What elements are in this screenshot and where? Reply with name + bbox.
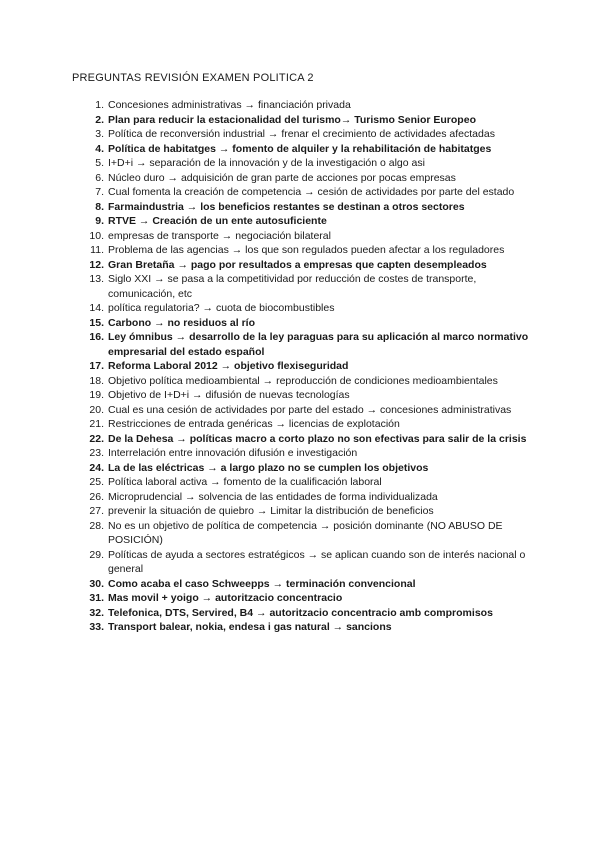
question-text: Reforma Laboral 2012 → objetivo flexiseguridad (108, 360, 349, 372)
question-number: 26. (89, 490, 104, 503)
question-item (0, 417, 600, 432)
question-text: Mas movil + yoigo → autoritzacio concentracio (108, 592, 343, 604)
question-text: empresas de transporte → negociación bilateral (108, 229, 331, 242)
question-number: 2. (95, 113, 104, 126)
question-item (0, 243, 600, 258)
question-item (0, 374, 600, 389)
question-number: 11. (90, 244, 104, 256)
question-item (0, 519, 600, 548)
question-text: política regulatoria? → cuota de biocombustibles (108, 302, 335, 314)
question-number: 13. (89, 273, 104, 285)
question-number: 30. (89, 577, 104, 590)
question-item (0, 432, 600, 447)
question-text: Microprudencial → solvencia de las entidades de forma individualizada (108, 490, 438, 503)
question-item (0, 229, 600, 244)
question-item (0, 258, 600, 273)
question-item (0, 127, 600, 142)
question-text: Cual es una cesión de actividades por parte del estado → concesiones administrativas (108, 403, 512, 416)
question-text: Ley ómnibus → desarrollo de la ley paraguas para su aplicación al marco normativo empresarial del estado español (108, 331, 529, 358)
question-number: 18. (89, 374, 104, 387)
question-item (0, 620, 600, 635)
question-item (0, 272, 600, 301)
question-number: 14. (89, 302, 104, 314)
question-number: 20. (89, 403, 104, 416)
question-number: 7. (95, 186, 104, 198)
question-number: 25. (89, 476, 104, 488)
question-item (0, 504, 600, 519)
question-number: 3. (95, 128, 104, 140)
question-text: Farmaindustria → los beneficios restantes se destinan a otros sectores (108, 200, 465, 213)
question-number: 15. (89, 316, 104, 329)
question-list (0, 98, 600, 635)
question-number: 29. (89, 548, 104, 561)
question-item (0, 548, 600, 577)
question-number: 5. (95, 157, 104, 169)
question-item (0, 171, 600, 186)
question-item (0, 113, 600, 128)
question-item (0, 388, 600, 403)
question-text: RTVE → Creación de un ente autosuficiente (108, 215, 327, 227)
question-text: Problema de las agencias → los que son regulados pueden afectar a los reguladores (108, 244, 505, 256)
question-item (0, 577, 600, 592)
question-number: 31. (89, 592, 104, 604)
question-item (0, 200, 600, 215)
question-text: Política de reconversión industrial → frenar el crecimiento de actividades afectadas (108, 128, 495, 140)
question-item (0, 185, 600, 200)
question-item (0, 142, 600, 157)
question-text: Carbono → no residuos al río (108, 316, 256, 329)
question-text: Gran Bretaña → pago por resultados a empresas que capten desempleados (108, 258, 487, 271)
question-item (0, 359, 600, 374)
question-text: De la Dehesa → políticas macro a corto plazo no son efectivas para salir de la crisis (108, 432, 527, 445)
question-number: 12. (89, 258, 104, 271)
question-number: 6. (95, 171, 104, 184)
question-item (0, 98, 600, 113)
question-number: 19. (89, 389, 104, 401)
question-text: Núcleo duro → adquisición de gran parte de acciones por pocas empresas (108, 171, 456, 184)
question-text: Objetivo de I+D+i → difusión de nuevas tecnologías (108, 389, 350, 401)
question-number: 24. (89, 461, 104, 474)
question-item (0, 214, 600, 229)
question-text: Siglo XXI → se pasa a la competitividad por reducción de costes de transporte, comunicación, etc (108, 273, 477, 300)
question-text: La de las eléctricas → a largo plazo no se cumplen los objetivos (108, 461, 429, 474)
question-number: 21. (89, 418, 104, 430)
question-number: 4. (95, 142, 104, 155)
question-text: Interrelación entre innovación difusión e investigación (108, 447, 358, 459)
question-item (0, 461, 600, 476)
question-item (0, 490, 600, 505)
question-number: 22. (89, 432, 104, 445)
question-text: Cual fomenta la creación de competencia → cesión de actividades por parte del estado (108, 186, 515, 198)
question-text: No es un objetivo de política de competencia → posición dominante (NO ABUSO DE POSICIÓN) (108, 519, 503, 546)
question-text: Transport balear, nokia, endesa i gas natural → sancions (108, 621, 392, 633)
document-title: PREGUNTAS REVISIÓN EXAMEN POLITICA 2 (72, 72, 314, 84)
question-item (0, 606, 600, 621)
question-text: Concesiones administrativas → financiación privada (108, 99, 351, 111)
question-number: 27. (89, 505, 104, 517)
question-number: 17. (89, 360, 104, 372)
question-text: I+D+i → separación de la innovación y de la investigación o algo asi (108, 157, 425, 169)
question-number: 9. (95, 215, 104, 227)
question-item (0, 403, 600, 418)
question-text: Objetivo política medioambiental → reproducción de condiciones medioambientales (108, 374, 498, 387)
question-item (0, 316, 600, 331)
question-text: Política de habitatges → fomento de alquiler y la rehabilitación de habitatges (108, 142, 492, 155)
question-number: 10. (89, 229, 104, 242)
question-text: Restricciones de entrada genéricas → licencias de explotación (108, 418, 400, 430)
question-text: Como acaba el caso Schweepps → terminación convencional (108, 577, 416, 590)
question-number: 23. (89, 447, 104, 459)
question-number: 16. (89, 331, 104, 343)
question-item (0, 301, 600, 316)
question-number: 28. (89, 519, 104, 532)
question-item (0, 330, 600, 359)
question-number: 32. (89, 606, 104, 619)
question-number: 8. (95, 200, 104, 213)
question-text: Políticas de ayuda a sectores estratégicos → se aplican cuando son de interés nacional o general (108, 548, 526, 575)
question-item (0, 591, 600, 606)
question-text: Política laboral activa → fomento de la cualificación laboral (108, 476, 382, 488)
question-item (0, 446, 600, 461)
question-text: Telefonica, DTS, Servired, B4 → autoritzacio concentracio amb compromisos (108, 606, 493, 619)
question-item (0, 156, 600, 171)
question-item (0, 475, 600, 490)
question-text: prevenir la situación de quiebro → Limitar la distribución de beneficios (108, 505, 434, 517)
question-number: 33. (89, 621, 104, 633)
question-number: 1. (95, 99, 104, 111)
question-text: Plan para reducir la estacionalidad del turismo→ Turismo Senior Europeo (108, 113, 476, 126)
